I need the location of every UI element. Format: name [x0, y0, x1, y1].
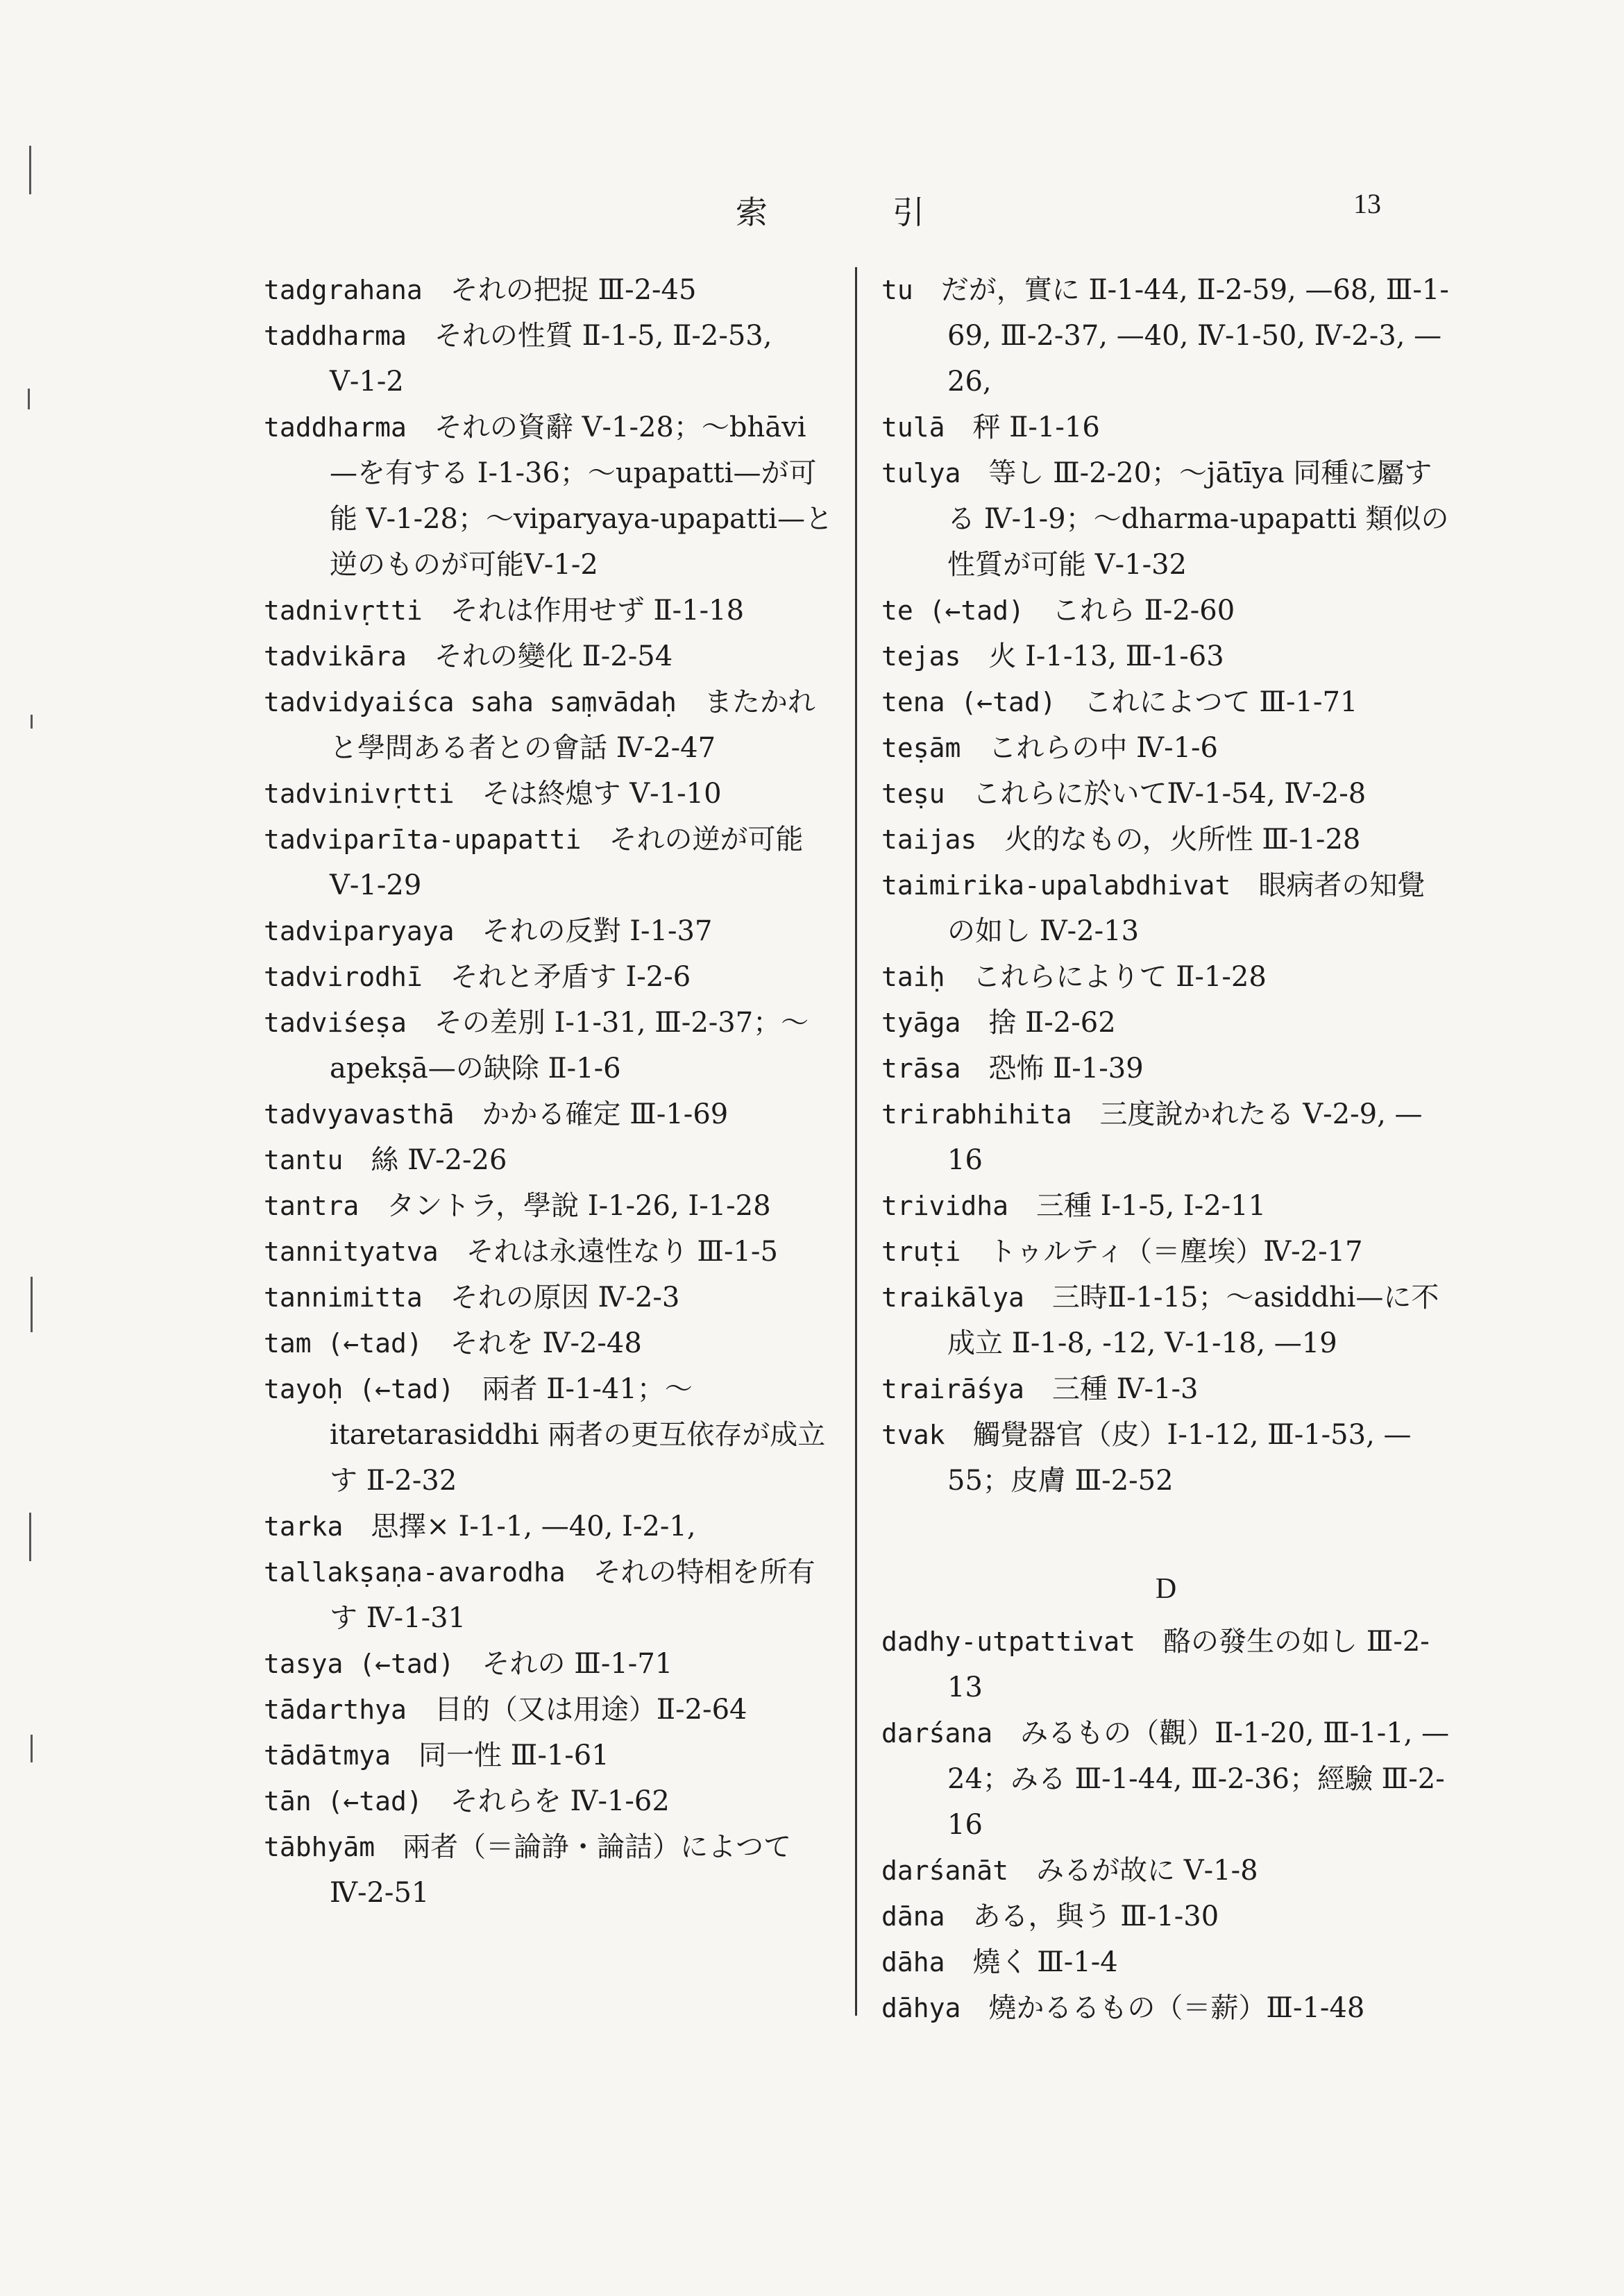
index-entry — [264, 588, 833, 633]
entry-gloss: みるが故に Ⅴ-1-8 — [1036, 1855, 1258, 1887]
entry-headword: dāha — [881, 1947, 945, 1978]
entry-gloss: これら Ⅱ-2-60 — [1051, 595, 1235, 627]
entry-headword: tasya (←tad) — [264, 1649, 455, 1679]
entry-headword: tadvikāra — [264, 641, 407, 672]
index-entry — [881, 771, 1450, 817]
index-entry — [264, 1183, 833, 1229]
entry-headword: tadvirodhī — [264, 962, 423, 992]
index-entry — [881, 405, 1450, 450]
index-entry — [264, 1091, 833, 1137]
entry-gloss: それを Ⅳ-2-48 — [450, 1327, 642, 1359]
scan-mark — [31, 715, 33, 729]
entry-headword: taimirika-upalabdhivat — [881, 870, 1231, 901]
entry-headword: tadviparīta-upapatti — [264, 824, 582, 855]
index-entry — [881, 588, 1450, 633]
entry-headword: tam (←tad) — [264, 1328, 423, 1359]
entry-headword: tadviśeṣa — [264, 1007, 407, 1038]
index-entry — [881, 1848, 1450, 1894]
index-entry — [264, 679, 833, 771]
index-entry — [881, 725, 1450, 771]
index-entry — [881, 1000, 1450, 1046]
index-entry — [881, 1046, 1450, 1091]
entry-gloss: それは永遠性なり Ⅲ-1-5 — [466, 1236, 778, 1268]
entry-headword: tarka — [264, 1511, 344, 1542]
entry-headword: taiḥ — [881, 962, 945, 992]
scan-mark — [28, 389, 30, 409]
entry-headword: tādātmya — [264, 1740, 391, 1771]
entry-headword: tadvyavasthā — [264, 1099, 455, 1130]
entry-headword: trairāśya — [881, 1374, 1024, 1404]
index-entry — [881, 1366, 1450, 1412]
entry-headword: tadgrahana — [264, 275, 423, 305]
entry-headword: tvak — [881, 1420, 945, 1450]
scan-mark — [29, 1513, 31, 1561]
section-d-entries — [881, 1619, 1450, 2031]
scan-mark — [31, 1277, 33, 1332]
section-letter-d: D — [1155, 1573, 1177, 1605]
entry-headword: te (←tad) — [881, 595, 1024, 626]
entry-headword: tābhyām — [264, 1832, 375, 1862]
entry-gloss: それは作用せず Ⅱ-1-18 — [450, 595, 745, 627]
index-entry — [264, 1549, 833, 1641]
entry-gloss: 三種 Ⅳ-1-3 — [1051, 1373, 1199, 1405]
entry-headword: tyāga — [881, 1007, 961, 1038]
entry-headword: teṣām — [881, 733, 961, 763]
entry-headword: taddharma — [264, 412, 407, 443]
index-entry — [264, 1824, 833, 1916]
entry-headword: dadhy-utpattivat — [881, 1626, 1136, 1657]
entry-gloss: 酪の發生の如し Ⅲ-2-13 — [947, 1626, 1430, 1703]
entry-headword: tadvinivṛtti — [264, 779, 455, 809]
index-entry — [881, 862, 1450, 954]
entry-headword: trirabhihita — [881, 1099, 1072, 1130]
entry-gloss: 恐怖 Ⅱ-1-39 — [988, 1053, 1144, 1085]
column-divider — [855, 267, 857, 2016]
left-column — [264, 267, 833, 1916]
entry-headword: truṭi — [881, 1236, 961, 1267]
index-entry — [264, 954, 833, 1000]
index-entry — [881, 1939, 1450, 1985]
index-entry — [881, 633, 1450, 679]
entry-gloss: 兩者（＝論諍・論詰）によつて Ⅳ-2-51 — [330, 1831, 792, 1909]
index-entry — [881, 1619, 1450, 1710]
page-number: 13 — [1353, 188, 1381, 219]
index-entry — [264, 313, 833, 405]
index-entry — [264, 267, 833, 313]
entry-gloss: ある，與う Ⅲ-1-30 — [972, 1900, 1219, 1932]
entry-gloss: またかれと學問ある者との會話 Ⅳ-2-47 — [330, 686, 815, 764]
index-entry — [264, 1000, 833, 1091]
entry-gloss: 三時Ⅱ-1-15；〜asiddhi—に不成立 Ⅱ-1-8, -12, Ⅴ-1-18, —19 — [947, 1282, 1439, 1359]
entry-gloss: みるもの（觀）Ⅱ-1-20, Ⅲ-1-1, —24；みる Ⅲ-1-44, Ⅲ-2-36；經驗 Ⅲ-2-16 — [947, 1717, 1450, 1841]
right-column — [881, 267, 1450, 2031]
entry-gloss: それと矛盾す Ⅰ-2-6 — [450, 961, 691, 993]
index-entry — [881, 1229, 1450, 1275]
entry-headword: tulā — [881, 412, 945, 443]
entry-gloss: 秤 Ⅱ-1-16 — [972, 411, 1100, 443]
entry-gloss: 三種 Ⅰ-1-5, Ⅰ-2-11 — [1036, 1190, 1267, 1222]
entry-gloss: だが，實に Ⅱ-1-44, Ⅱ-2-59, —68, Ⅲ-1-69, Ⅲ-2-37, —40, Ⅳ-1-50, Ⅳ-2-3, —26, — [940, 274, 1449, 398]
index-entry — [881, 450, 1450, 588]
scan-mark — [29, 146, 31, 194]
index-entry — [881, 1275, 1450, 1366]
entry-headword: darśana — [881, 1718, 993, 1749]
entry-gloss: これによつて Ⅲ-1-71 — [1083, 686, 1358, 718]
entry-gloss: それの逆が可能 Ⅴ-1-29 — [330, 824, 804, 901]
entry-headword: trividha — [881, 1191, 1009, 1221]
entry-headword: tulya — [881, 458, 961, 488]
entry-headword: tannimitta — [264, 1282, 423, 1313]
entry-headword: tantra — [264, 1191, 360, 1221]
right-entries — [881, 267, 1450, 1504]
index-entry — [264, 1366, 833, 1504]
entry-headword: trāsa — [881, 1053, 961, 1084]
entry-gloss: それの資辭 Ⅴ-1-28；〜bhāvi—を有する Ⅰ-1-36；〜upapatti—が可能 Ⅴ-1-28；〜viparyaya-upapatti—と逆のものが可能Ⅴ-1-2 — [330, 411, 833, 581]
index-entry — [264, 1320, 833, 1366]
entry-gloss: それの把捉 Ⅲ-2-45 — [450, 274, 697, 306]
entry-gloss: これらの中 Ⅳ-1-6 — [988, 732, 1218, 764]
index-entry — [264, 771, 833, 817]
page-title: 索引 — [736, 194, 1049, 231]
entry-headword: tādarthya — [264, 1694, 407, 1725]
entry-gloss: 眼病者の知覺の如し Ⅳ-2-13 — [947, 869, 1426, 947]
entry-headword: tayoḥ (←tad) — [264, 1374, 455, 1404]
index-entry — [264, 908, 833, 954]
entry-gloss: トゥルティ（＝塵埃）Ⅳ-2-17 — [988, 1236, 1363, 1268]
entry-gloss: それの性質 Ⅱ-1-5, Ⅱ-2-53, Ⅴ-1-2 — [330, 320, 772, 398]
index-entry — [881, 679, 1450, 725]
entry-gloss: それの特相を所有す Ⅳ-1-31 — [330, 1556, 815, 1634]
entry-gloss: 絲 Ⅳ-2-26 — [371, 1144, 507, 1176]
entry-gloss: 等し Ⅲ-2-20；〜jātīya 同種に屬する Ⅳ-1-9；〜dharma-upapatti 類似の性質が可能 Ⅴ-1-32 — [947, 457, 1449, 581]
index-entry — [264, 633, 833, 679]
entry-headword: teṣu — [881, 779, 945, 809]
entry-gloss: それの變化 Ⅱ-2-54 — [434, 640, 673, 672]
entry-headword: taijas — [881, 824, 977, 855]
entry-headword: tadviparyaya — [264, 916, 455, 946]
entry-gloss: 燒く Ⅲ-1-4 — [972, 1946, 1118, 1978]
index-entry — [264, 817, 833, 908]
index-entry — [264, 1504, 833, 1549]
entry-headword: dāhya — [881, 1993, 961, 2023]
entry-headword: tena (←tad) — [881, 687, 1056, 717]
index-entry — [881, 1183, 1450, 1229]
entry-headword: tantu — [264, 1145, 344, 1175]
index-entry — [264, 1275, 833, 1320]
entry-gloss: それの Ⅲ-1-71 — [482, 1648, 673, 1680]
entry-gloss: それらを Ⅳ-1-62 — [450, 1785, 670, 1817]
index-entry — [264, 1778, 833, 1824]
entry-gloss: 同一性 Ⅲ-1-61 — [418, 1740, 609, 1771]
entry-gloss: そは終熄す Ⅴ-1-10 — [482, 778, 722, 810]
entry-gloss: 捨 Ⅱ-2-62 — [988, 1007, 1116, 1039]
entry-headword: tallakṣaṇa-avarodha — [264, 1557, 566, 1588]
index-entry — [881, 1985, 1450, 2031]
index-entry — [264, 1137, 833, 1183]
entry-gloss: 火的なもの，火所性 Ⅲ-1-28 — [1004, 824, 1361, 856]
entry-gloss: それの反對 Ⅰ-1-37 — [482, 915, 713, 947]
page-header — [0, 187, 1624, 243]
entry-gloss: それの原因 Ⅳ-2-3 — [450, 1282, 680, 1313]
index-entry — [264, 1229, 833, 1275]
entry-headword: dāna — [881, 1901, 945, 1932]
entry-gloss: その差別 Ⅰ-1-31, Ⅲ-2-37；〜apekṣā—の缺除 Ⅱ-1-6 — [330, 1007, 809, 1085]
entry-headword: tu — [881, 275, 913, 305]
index-entry — [881, 267, 1450, 405]
entry-gloss: 兩者 Ⅱ-1-41；〜itaretarasiddhi 兩者の更互依存が成立す Ⅱ-2-32 — [330, 1373, 826, 1497]
index-entry — [881, 954, 1450, 1000]
index-entry — [881, 1412, 1450, 1504]
entry-headword: taddharma — [264, 321, 407, 351]
entry-headword: tadvidyaiśca saha saṃvādaḥ — [264, 687, 677, 717]
index-entry — [881, 1894, 1450, 1939]
entry-gloss: かかる確定 Ⅲ-1-69 — [482, 1098, 729, 1130]
entry-gloss: 三度說かれたる Ⅴ-2-9, —16 — [947, 1098, 1423, 1176]
entry-headword: traikālya — [881, 1282, 1024, 1313]
entry-gloss: タントラ，學說 Ⅰ-1-26, Ⅰ-1-28 — [387, 1190, 771, 1222]
entry-headword: tadnivṛtti — [264, 595, 423, 626]
entry-gloss: これらによりて Ⅱ-1-28 — [972, 961, 1267, 993]
entry-headword: tejas — [881, 641, 961, 672]
entry-headword: darśanāt — [881, 1855, 1009, 1886]
entry-gloss: 目的（又は用途）Ⅱ-2-64 — [434, 1694, 747, 1726]
entry-gloss: これらに於いてⅣ-1-54, Ⅳ-2-8 — [972, 778, 1367, 810]
scan-mark — [31, 1735, 33, 1762]
entry-gloss: 思擇× Ⅰ-1-1, —40, Ⅰ-2-1, — [371, 1511, 696, 1542]
entry-gloss: 燒かるるもの（＝薪）Ⅲ-1-48 — [988, 1992, 1365, 2024]
index-entry — [264, 1733, 833, 1778]
index-entry — [264, 1687, 833, 1733]
index-entry — [881, 817, 1450, 862]
entry-gloss: 觸覺器官（皮）Ⅰ-1-12, Ⅲ-1-53, —55；皮膚 Ⅲ-2-52 — [947, 1419, 1412, 1497]
entry-headword: tān (←tad) — [264, 1786, 423, 1817]
entry-headword: tannityatva — [264, 1236, 439, 1267]
index-entry — [881, 1091, 1450, 1183]
index-entry — [881, 1710, 1450, 1848]
index-entry — [264, 1641, 833, 1687]
entry-gloss: 火 Ⅰ-1-13, Ⅲ-1-63 — [988, 640, 1224, 672]
index-entry — [264, 405, 833, 588]
